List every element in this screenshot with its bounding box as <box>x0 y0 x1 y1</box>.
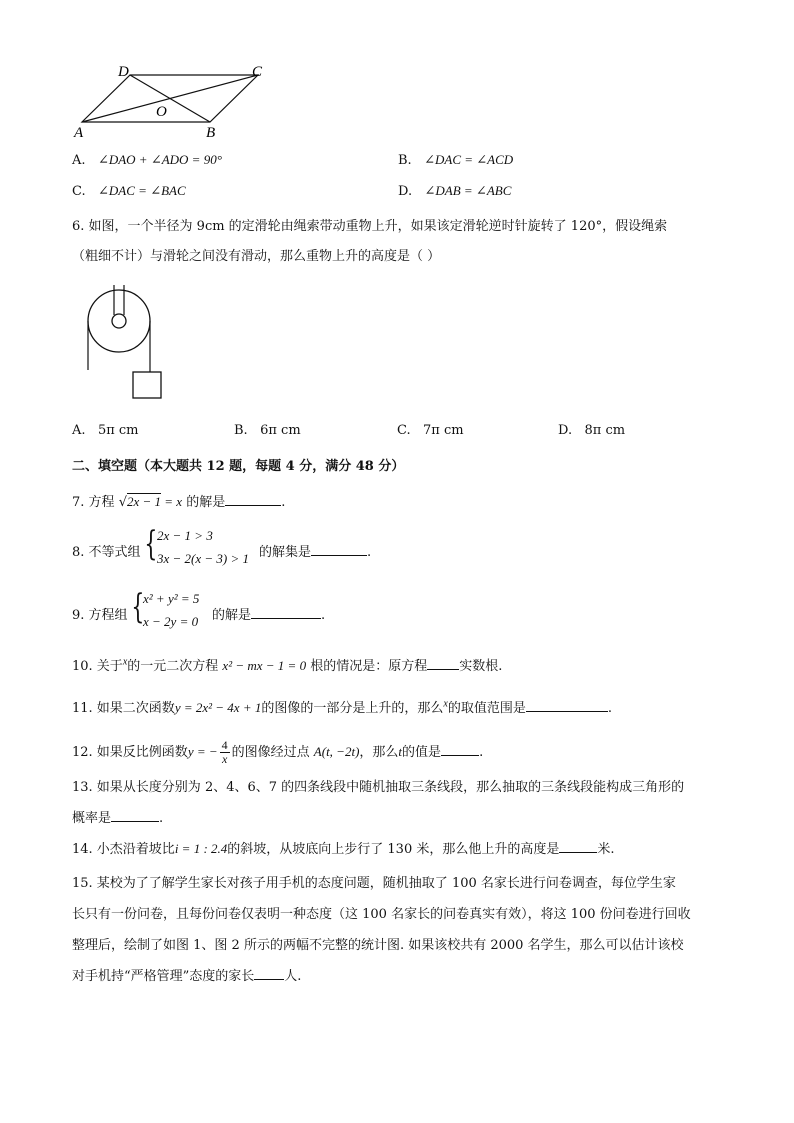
q9-post: 的解是 . <box>212 608 326 623</box>
sqrt-sign: √ <box>118 495 127 510</box>
q8-row1: 2x − 1 > 3 <box>157 528 213 543</box>
label-A: A <box>74 125 84 141</box>
answer-blank[interactable] <box>526 699 608 712</box>
question-10: 10. 关于$^x$的一元二次方程 x² − mx − 1 = 0 根的情况是：原方程 实数根. <box>72 656 503 674</box>
q6-line1: 6. 如图，一个半径为 9cm 的定滑轮由绳索带动重物上升，如果该定滑轮逆时针旋转了 120°，假设绳索 <box>72 219 668 234</box>
q5-option-c: C. ∠DAC = ∠BAC <box>72 183 186 199</box>
q15-line3: 整理后，绘制了如图 1、图 2 所示的两幅不完整的统计图. 如果该校共有 2000 名学生，那么可以估计该校 <box>72 938 684 953</box>
q8-pre: 8. 不等式组 <box>72 545 141 560</box>
q8-row2: 3x − 2(x − 3) > 1 <box>157 551 250 566</box>
answer-blank[interactable] <box>311 543 367 556</box>
q6-option-c: C. 7π cm <box>397 423 464 438</box>
question-7: 7. 方程 √2x − 1 = x 的解是 . <box>72 494 286 510</box>
q7-radicand: 2x − 1 <box>126 494 162 509</box>
q9-row1: x² + y² = 5 <box>143 591 200 606</box>
q9-pre: 9. 方程组 <box>72 608 128 623</box>
q6-option-a: A. 5π cm <box>72 423 139 438</box>
question-11: 11. 如果二次函数y = 2x² − 4x + 1的图像的一部分是上升的，那么$^x$的取值范围是 . <box>72 698 612 716</box>
q6-line2: （粗细不计）与滑轮之间没有滑动，那么重物上升的高度是（ ） <box>72 249 441 264</box>
q6-option-d: D. 8π cm <box>558 423 626 438</box>
label-D: D <box>118 64 129 80</box>
pulley-figure <box>80 282 170 402</box>
q15-line1: 15. 某校为了了解学生家长对孩子用手机的态度问题，随机抽取了 100 名家长进行问卷调查，每位学生家 <box>72 876 676 891</box>
q9-row2: x − 2y = 0 <box>143 614 199 629</box>
q5-option-a: A. ∠DAO + ∠ADO = 90° <box>72 152 222 168</box>
label-B: B <box>206 125 216 141</box>
q13-line2: 概率是 . <box>72 811 164 826</box>
answer-blank[interactable] <box>254 967 284 980</box>
q15-line4: 对手机持“严格管理”态度的家长 人. <box>72 969 302 984</box>
q5-option-d: D. ∠DAB = ∠ABC <box>398 183 512 199</box>
section-title: 二、填空题（本大题共 12 题，每题 4 分，满分 48 分） <box>72 459 405 474</box>
answer-blank[interactable] <box>251 606 321 619</box>
answer-blank[interactable] <box>111 809 159 822</box>
answer-blank[interactable] <box>559 840 597 853</box>
q15-line2: 长只有一份问卷，且每份问卷仅表明一种态度（这 100 名家长的问卷真实有效），将这 100 份问卷进行回收 <box>72 907 691 922</box>
q13-line1: 13. 如果从长度分别为 2、4、6、7 的四条线段中随机抽取三条线段，那么抽取的三条线段能构成三角形的 <box>72 780 685 795</box>
answer-blank[interactable] <box>441 743 479 756</box>
question-12: 12. 如果反比例函数y = − $\frac{4}{x}$ 的图像经过点 A(t, −2t)，那么t的值是 . <box>72 738 484 766</box>
label-O: O <box>156 104 167 120</box>
question-14: 14. 小杰沿着坡比i = 1 : 2.4的斜坡，从坡底向上步行了 130 米，那么他上升的高度是 米. <box>72 841 615 857</box>
parallelogram-figure <box>70 60 280 142</box>
q5-option-b: B. ∠DAC = ∠ACD <box>398 152 514 168</box>
q6-option-b: B. 6π cm <box>234 423 301 438</box>
answer-blank[interactable] <box>427 657 459 670</box>
q8-post: 的解集是 . <box>259 545 372 560</box>
brace-icon: { <box>144 524 158 564</box>
label-C: C <box>252 64 263 80</box>
brace-icon: { <box>131 587 145 627</box>
answer-blank[interactable] <box>225 493 281 506</box>
fraction: $\frac{4}{x}$ <box>221 738 228 766</box>
